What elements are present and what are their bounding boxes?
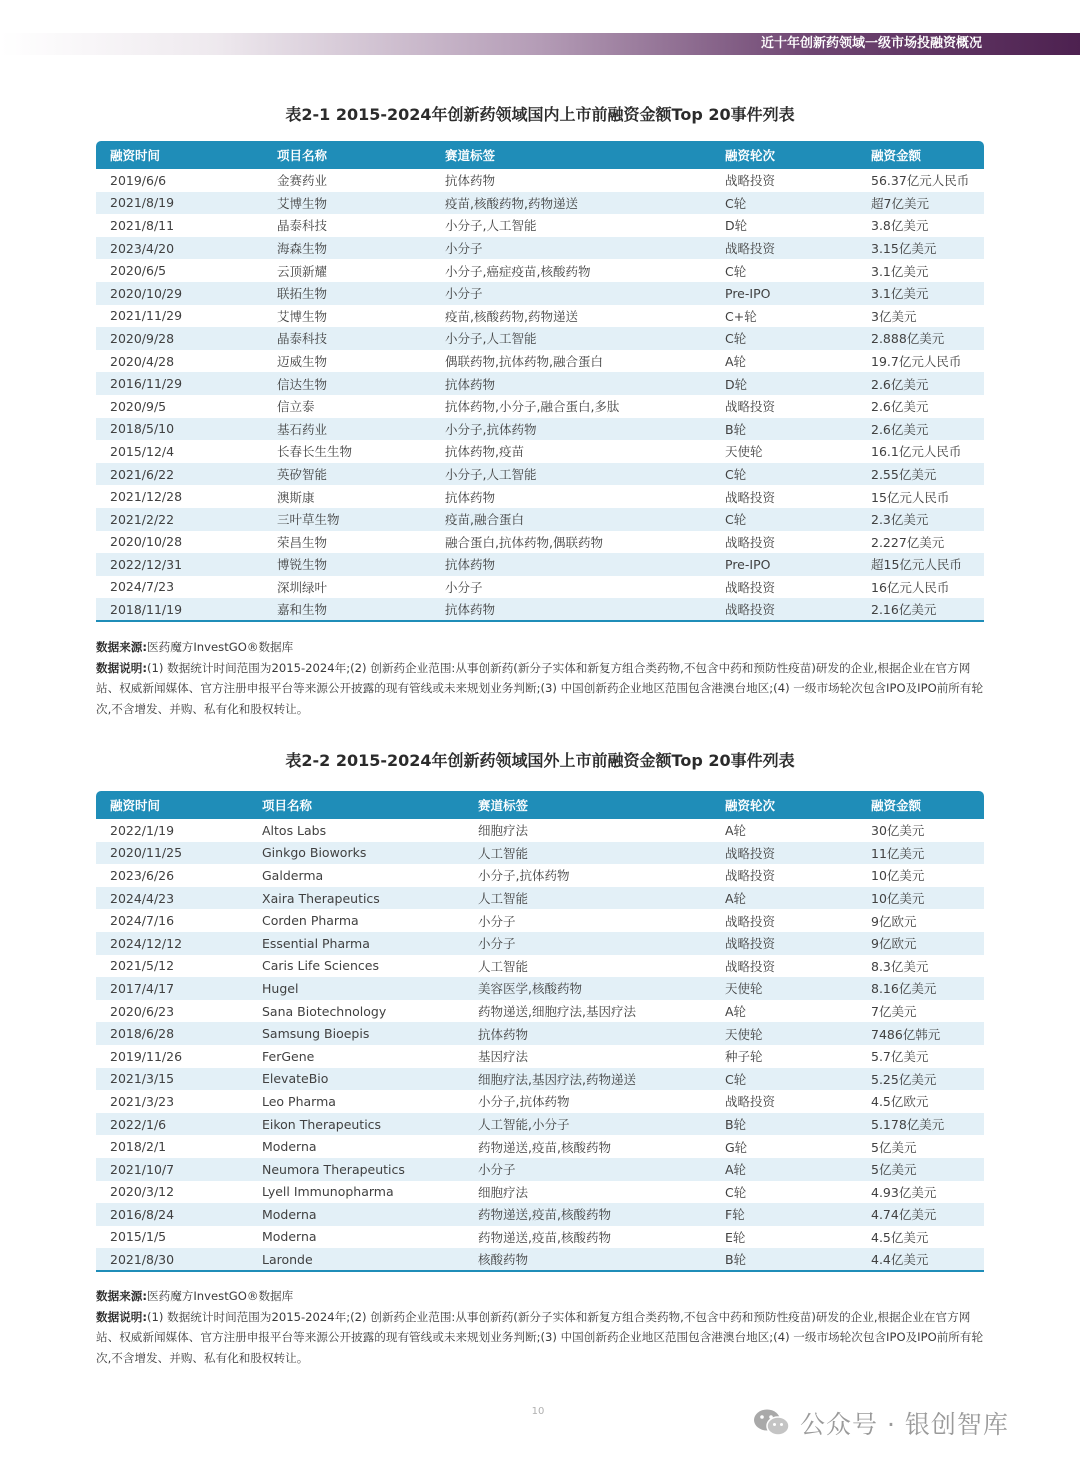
table-cell: Ginkgo Bioworks (248, 842, 464, 865)
note-label: 数据说明: (96, 660, 148, 675)
table-cell: 2020/3/12 (110, 1184, 175, 1200)
table-row (96, 1000, 984, 1023)
table-cell: 2020/11/25 (96, 842, 248, 865)
table-cell: 药物递送,疫苗,核酸药物 (464, 1203, 711, 1226)
table-cell: ElevateBio (248, 1068, 464, 1091)
table-cell: 疫苗,核酸药物,药物递送 (431, 192, 711, 215)
table-cell: Pre-IPO (711, 282, 857, 305)
table-cell: 小分子 (464, 932, 711, 955)
table-cell: 海森生物 (263, 237, 431, 260)
table-cell: 种子轮 (725, 1049, 763, 1065)
table-cell: 药物递送,疫苗,核酸药物 (478, 1139, 611, 1155)
table-cell: 小分子 (445, 579, 483, 595)
table-cell: 超15亿元人民币 (857, 553, 984, 576)
table-cell: 2.888亿美元 (857, 327, 984, 350)
table-row (96, 909, 984, 932)
table-cell: 抗体药物 (431, 372, 711, 395)
table-cell: 小分子,抗体药物 (431, 418, 711, 441)
table-cell: 信立泰 (277, 399, 315, 415)
table-cell: 2021/10/7 (96, 1158, 248, 1181)
table-row (96, 864, 984, 887)
table-cell: Galderma (262, 867, 324, 883)
table-row (96, 576, 984, 599)
column-header: 融资金额 (857, 141, 984, 169)
watermark (752, 1404, 1009, 1442)
table-cell: 艾博生物 (277, 308, 328, 324)
table-cell: 2.6亿美元 (857, 418, 984, 441)
table-cell: 5亿美元 (857, 1158, 984, 1181)
table-cell: 小分子 (478, 913, 516, 929)
table-cell: Pre-IPO (711, 553, 857, 576)
table-cell: 荣昌生物 (277, 534, 328, 550)
note-text: (1) 数据统计时间范围为2015-2024年;(2) 创新药企业范围:从事创新药(新分子实体和新复方组合类药物,不包含中药和预防性疫苗)研发的企业,根据企业在官方网站、权威新闻媒体、官方注册申报平台等来源公开披露的现有管线或未来规划业务判断;(3) 中国创新药企业地区范围包含港澳台地区;(4) 一级市场轮次包含IPO及IPO前所有轮次,不含增发、并购、私有化和股权转让。 (96, 1309, 984, 1365)
table-row (96, 485, 984, 508)
table-cell: 疫苗,融合蛋白 (431, 508, 711, 531)
table-cell: 抗体药物 (445, 489, 496, 505)
table-cell: 4.5亿欧元 (871, 1094, 929, 1110)
table2-source (96, 1286, 986, 1307)
table-cell: 5亿美元 (871, 1139, 917, 1155)
table-cell: 小分子,抗体药物 (478, 1094, 570, 1110)
table-cell: C轮 (711, 192, 857, 215)
table-cell: 8.16亿美元 (857, 977, 984, 1000)
table-cell: A轮 (725, 823, 747, 839)
table-cell: 9亿欧元 (871, 913, 917, 929)
table-cell: Altos Labs (262, 822, 327, 838)
table-cell: 战略投资 (725, 913, 776, 929)
table-row (96, 977, 984, 1000)
table-cell: 天使轮 (725, 444, 763, 460)
table-cell: A轮 (711, 1158, 857, 1181)
table1-notes (96, 637, 986, 719)
table-cell: 抗体药物,疫苗 (445, 444, 524, 460)
table-cell: 2021/8/30 (96, 1248, 248, 1271)
table-cell: Moderna (262, 1229, 317, 1245)
table-cell: G轮 (725, 1139, 748, 1155)
table-row (96, 531, 984, 554)
note-label: 数据说明: (96, 1309, 148, 1324)
table-cell: A轮 (725, 1004, 747, 1020)
table-row (96, 418, 984, 441)
table-cell: 2020/10/29 (96, 282, 263, 305)
table-cell: Essential Pharma (248, 932, 464, 955)
table-cell: C+轮 (725, 308, 757, 324)
table-cell: 10亿美元 (857, 887, 984, 910)
table-cell: 7486亿韩元 (857, 1022, 984, 1045)
table-cell: 天使轮 (711, 1022, 857, 1045)
table-cell: 信达生物 (263, 372, 431, 395)
table-cell: 晶泰科技 (277, 218, 328, 234)
table-cell: 2020/6/23 (110, 1003, 175, 1019)
wechat-icon (752, 1407, 792, 1439)
table-row (96, 598, 984, 621)
table-cell: B轮 (711, 1248, 857, 1271)
table-row (96, 932, 984, 955)
table-cell: 小分子,人工智能 (431, 327, 711, 350)
table-row (96, 1248, 984, 1271)
table-cell: 2022/12/31 (96, 553, 263, 576)
table-cell: 艾博生物 (263, 192, 431, 215)
table-cell: 联拓生物 (263, 282, 431, 305)
table-cell: 细胞疗法 (478, 823, 529, 839)
table-cell: 战略投资 (725, 958, 776, 974)
table-cell: 天使轮 (711, 977, 857, 1000)
table-cell: 3亿美元 (871, 308, 917, 324)
table-cell: 4.74亿美元 (857, 1203, 984, 1226)
table1 (96, 141, 984, 622)
table-cell: 2015/12/4 (110, 443, 175, 459)
table-cell: 19.7亿元人民币 (871, 354, 962, 370)
table-cell: 3.1亿美元 (857, 282, 984, 305)
table-cell: 美容医学,核酸药物 (464, 977, 711, 1000)
table-cell: 7亿美元 (871, 1004, 917, 1020)
table-cell: A轮 (711, 887, 857, 910)
table-row (96, 1113, 984, 1136)
table-cell: 2019/6/6 (110, 172, 167, 188)
table-cell: 2020/4/28 (110, 353, 175, 369)
source-text: 医药魔方InvestGO®数据库 (147, 1289, 294, 1303)
table-cell: 战略投资 (725, 173, 776, 189)
table-cell: 2016/8/24 (96, 1203, 248, 1226)
table-row (96, 214, 984, 237)
table-cell: 2024/7/16 (110, 913, 175, 929)
table-cell: 2.6亿美元 (857, 372, 984, 395)
table-row (96, 1045, 984, 1068)
table-cell: 2.6亿美元 (871, 399, 929, 415)
table-cell: 人工智能 (464, 842, 711, 865)
table-cell: 抗体药物 (445, 173, 496, 189)
table-cell: Lyell Immunopharma (262, 1184, 394, 1200)
table-cell: 细胞疗法,基因疗法,药物递送 (464, 1068, 711, 1091)
table-row (96, 1022, 984, 1045)
table-cell: 战略投资 (711, 237, 857, 260)
table-cell: 战略投资 (725, 1094, 776, 1110)
table-cell: C轮 (711, 463, 857, 486)
table-cell: 2018/5/10 (96, 418, 263, 441)
table-cell: 2021/3/23 (110, 1093, 175, 1109)
table1-note (96, 658, 986, 720)
table-cell: 小分子,人工智能 (431, 463, 711, 486)
table-row (96, 259, 984, 282)
table-cell: 2021/12/28 (110, 489, 183, 505)
table-cell: 抗体药物 (464, 1022, 711, 1045)
table-cell: 2018/2/1 (110, 1139, 167, 1155)
table-cell: C轮 (711, 327, 857, 350)
table-cell: C轮 (711, 508, 857, 531)
table-row (96, 842, 984, 865)
table-cell: 9亿欧元 (857, 932, 984, 955)
table-cell: E轮 (725, 1229, 746, 1245)
table-cell: 2023/4/20 (96, 237, 263, 260)
table2 (96, 791, 984, 1272)
table-cell: D轮 (725, 218, 748, 234)
table-cell: 药物递送,细胞疗法,基因疗法 (478, 1004, 636, 1020)
table-row (96, 237, 984, 260)
table-cell: 小分子,人工智能 (445, 218, 537, 234)
table-cell: Moderna (262, 1139, 317, 1155)
table-row (96, 553, 984, 576)
table-cell: 2.16亿美元 (857, 598, 984, 621)
table-cell: 融合蛋白,抗体药物,偶联药物 (445, 534, 603, 550)
table-row (96, 463, 984, 486)
column-header: 融资时间 (96, 791, 248, 819)
table-cell: C轮 (725, 1184, 747, 1200)
source-text: 医药魔方InvestGO®数据库 (147, 640, 294, 654)
table-cell: 16.1亿元人民币 (871, 444, 962, 460)
table-cell: 5.178亿美元 (857, 1113, 984, 1136)
table-cell: 抗体药物 (431, 598, 711, 621)
table-cell: 人工智能,小分子 (464, 1113, 711, 1136)
table-cell: 5.7亿美元 (871, 1049, 929, 1065)
note-text: (1) 数据统计时间范围为2015-2024年;(2) 创新药企业范围:从事创新药(新分子实体和新复方组合类药物,不包含中药和预防性疫苗)研发的企业,根据企业在官方网站、权威新闻媒体、官方注册申报平台等来源公开披露的现有管线或未来规划业务判断;(3) 中国创新药企业地区范围包含港澳台地区;(4) 一级市场轮次包含IPO及IPO前所有轮次,不含增发、并购、私有化和股权转让。 (96, 660, 984, 716)
header-banner (0, 33, 1080, 55)
table-row (96, 1226, 984, 1249)
column-header: 项目名称 (248, 791, 464, 819)
table-cell: 抗体药物,小分子,融合蛋白,多肽 (445, 399, 620, 415)
table-cell: 基石药业 (263, 418, 431, 441)
table-cell: 嘉和生物 (263, 598, 431, 621)
table-cell: 2015/1/5 (110, 1229, 167, 1245)
table-cell: 基因疗法 (478, 1049, 529, 1065)
table-cell: 战略投资 (725, 868, 776, 884)
table-cell: 10亿美元 (871, 868, 925, 884)
table2-title: 表2-2 2015-2024年创新药领域国外上市前融资金额Top 20事件列表 (285, 751, 795, 770)
table-cell: 战略投资 (725, 489, 776, 505)
table-cell: Moderna (248, 1203, 464, 1226)
table-cell: B轮 (711, 1113, 857, 1136)
table-row (96, 1135, 984, 1158)
table-cell: 英矽智能 (263, 463, 431, 486)
table-cell: 抗体药物 (431, 553, 711, 576)
column-header: 赛道标签 (464, 791, 711, 819)
table-cell: 人工智能 (478, 958, 529, 974)
table-cell: 3.1亿美元 (871, 263, 929, 279)
table-cell: 2020/6/5 (110, 263, 167, 279)
table-cell: D轮 (711, 372, 857, 395)
table-cell: 4.4亿美元 (857, 1248, 984, 1271)
column-header: 融资轮次 (711, 791, 857, 819)
table-cell: 56.37亿元人民币 (871, 173, 970, 189)
table-cell: 2018/11/19 (96, 598, 263, 621)
table-cell: 云顶新耀 (277, 263, 328, 279)
table-cell: 2024/7/23 (110, 579, 175, 595)
table-cell: 2024/12/12 (96, 932, 248, 955)
table-cell: Sana Biotechnology (262, 1003, 387, 1019)
table-cell: 小分子 (431, 237, 711, 260)
table-cell: Laronde (248, 1248, 464, 1271)
table-cell: 澳斯康 (277, 489, 315, 505)
table-cell: C轮 (711, 1068, 857, 1091)
table-cell: 2019/11/26 (110, 1048, 183, 1064)
table-cell: FerGene (262, 1048, 315, 1064)
table-cell: 核酸药物 (464, 1248, 711, 1271)
table-cell: 战略投资 (725, 579, 776, 595)
table-cell: 战略投资 (711, 932, 857, 955)
table-cell: 偶联药物,抗体药物,融合蛋白 (445, 354, 603, 370)
table-cell: 2016/11/29 (96, 372, 263, 395)
table-row (96, 169, 984, 192)
table-row (96, 440, 984, 463)
table-cell: 2021/5/12 (110, 958, 175, 974)
table-cell: 小分子,抗体药物 (478, 868, 570, 884)
table-row (96, 1158, 984, 1181)
table-cell: 三叶草生物 (263, 508, 431, 531)
column-header: 赛道标签 (431, 141, 711, 169)
column-header: 融资轮次 (711, 141, 857, 169)
table-row (96, 1090, 984, 1113)
table-cell: 2.3亿美元 (857, 508, 984, 531)
table-row (96, 955, 984, 978)
table-row (96, 350, 984, 373)
table-row (96, 395, 984, 418)
table-cell: 战略投资 (711, 842, 857, 865)
table-cell: F轮 (711, 1203, 857, 1226)
table-cell: 深圳绿叶 (277, 579, 328, 595)
table-cell: 超7亿美元 (857, 192, 984, 215)
table-cell: Hugel (248, 977, 464, 1000)
table-cell: 2021/6/22 (96, 463, 263, 486)
page-number: 10 (531, 1406, 545, 1417)
table-cell: 小分子 (431, 282, 711, 305)
table-cell: 长春长生生物 (277, 444, 353, 460)
table-row (96, 819, 984, 842)
column-header: 融资时间 (96, 141, 263, 169)
table-cell: Samsung Bioepis (248, 1022, 464, 1045)
table-cell: Eikon Therapeutics (248, 1113, 464, 1136)
table-cell: 药物递送,疫苗,核酸药物 (478, 1229, 611, 1245)
table-cell: 2.55亿美元 (857, 463, 984, 486)
table-cell: 3.15亿美元 (857, 237, 984, 260)
table-cell: 疫苗,核酸药物,药物递送 (445, 308, 578, 324)
table-cell: 2022/1/19 (110, 822, 175, 838)
table-cell: 2021/2/22 (96, 508, 263, 531)
table-cell: 5.25亿美元 (857, 1068, 984, 1091)
table-cell: Neumora Therapeutics (248, 1158, 464, 1181)
header-title: 近十年创新药领域一级市场投融资概况 (760, 36, 982, 51)
table-cell: 11亿美元 (857, 842, 984, 865)
table-cell: Corden Pharma (262, 913, 359, 929)
table-cell: 16亿元人民币 (871, 579, 950, 595)
table-cell: 8.3亿美元 (871, 958, 929, 974)
table-cell: 30亿美元 (871, 823, 925, 839)
table-cell: 2023/6/26 (110, 867, 175, 883)
table-row (96, 1068, 984, 1091)
table-row (96, 887, 984, 910)
table-row (96, 372, 984, 395)
table-cell: 战略投资 (711, 598, 857, 621)
table-cell: 15亿元人民币 (871, 489, 950, 505)
table1-title: 表2-1 2015-2024年创新药领域国内上市前融资金额Top 20事件列表 (285, 105, 795, 124)
table-cell: 2021/11/29 (110, 308, 183, 324)
table-cell: 细胞疗法 (478, 1184, 529, 1200)
source-label: 数据来源: (96, 640, 148, 654)
table-row (96, 192, 984, 215)
table-cell: 博锐生物 (263, 553, 431, 576)
table2-note (96, 1307, 986, 1369)
table-cell: 迈威生物 (277, 354, 328, 370)
table-cell: 金赛药业 (277, 173, 328, 189)
table-cell: 小分子 (464, 1158, 711, 1181)
table-cell: 4.93亿美元 (871, 1184, 937, 1200)
table-cell: 2024/4/23 (96, 887, 248, 910)
table-row (96, 282, 984, 305)
table-cell: 人工智能 (464, 887, 711, 910)
table-cell: C轮 (725, 263, 747, 279)
table-cell: 2017/4/17 (96, 977, 248, 1000)
column-header: 项目名称 (263, 141, 431, 169)
table2-notes (96, 1286, 986, 1368)
table-cell: 战略投资 (725, 399, 776, 415)
table-row (96, 508, 984, 531)
table1-source (96, 637, 986, 658)
table-cell: 4.5亿美元 (871, 1229, 929, 1245)
table-cell: Caris Life Sciences (262, 958, 379, 974)
table-cell: 2.227亿美元 (871, 534, 945, 550)
table-row (96, 327, 984, 350)
column-header: 融资金额 (857, 791, 984, 819)
table-cell: Xaira Therapeutics (248, 887, 464, 910)
table-cell: 3.8亿美元 (871, 218, 929, 234)
table-cell: B轮 (711, 418, 857, 441)
table-cell: 2020/9/28 (96, 327, 263, 350)
table-cell: 2021/8/19 (96, 192, 263, 215)
table-cell: 晶泰科技 (263, 327, 431, 350)
table-cell: 2018/6/28 (96, 1022, 248, 1045)
table-cell: A轮 (725, 354, 747, 370)
table-row (96, 1181, 984, 1204)
table-cell: 2020/10/28 (110, 534, 183, 550)
table-cell: 小分子,癌症疫苗,核酸药物 (445, 263, 591, 279)
table-cell: 2022/1/6 (96, 1113, 248, 1136)
table-row (96, 1203, 984, 1226)
table-cell: 2021/8/11 (110, 217, 175, 233)
source-label: 数据来源: (96, 1289, 148, 1303)
table-cell: Leo Pharma (262, 1093, 336, 1109)
table-cell: 2021/3/15 (96, 1068, 248, 1091)
watermark-text: 公众号 · 银创智库 (800, 1410, 1009, 1439)
table-row (96, 305, 984, 328)
table-cell: 战略投资 (725, 534, 776, 550)
table-cell: 2020/9/5 (110, 398, 167, 414)
